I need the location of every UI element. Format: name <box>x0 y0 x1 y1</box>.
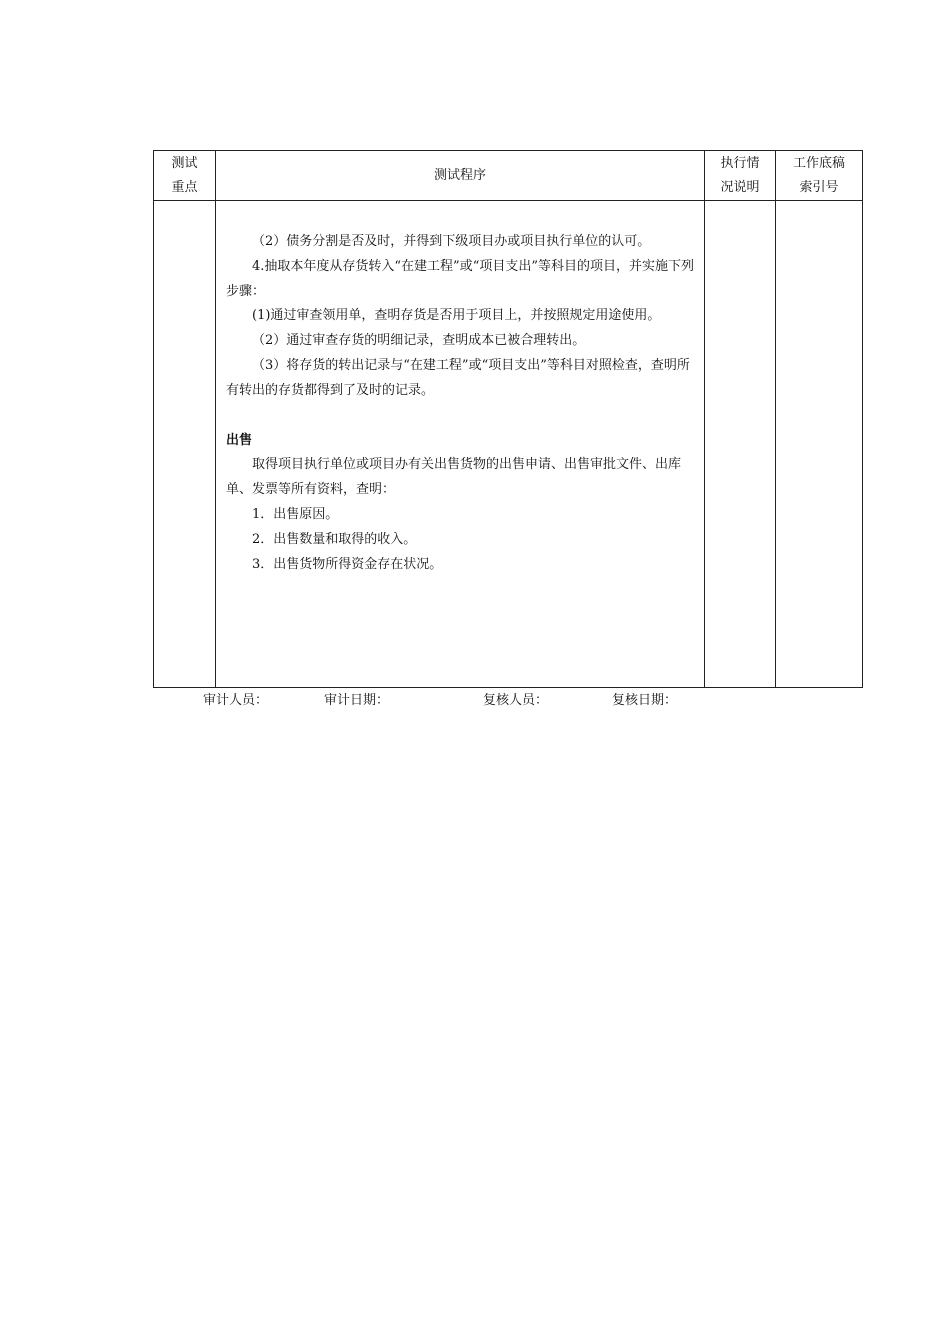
review-date-label: 复核日期： <box>612 693 678 708</box>
execution-notes-cell <box>705 201 776 688</box>
procedure-paragraph: （3）将存货的转出记录与“在建工程”或“项目支出”等科目对照检查，查明所有转出的存货都得到了及时的记录。 <box>226 357 690 398</box>
table-body-row <box>154 201 863 688</box>
header-execution-notes <box>705 151 776 201</box>
reviewer-label: 复核人员： <box>483 693 549 708</box>
audit-date-label: 审计日期： <box>324 693 390 708</box>
procedure-paragraph: （2）债务分割是否及时，并得到下级项目办或项目执行单位的认可。 <box>252 234 651 249</box>
header-test-focus-line2: 重点 <box>171 179 198 195</box>
test-procedure-cell <box>216 201 705 688</box>
test-focus-cell <box>154 201 216 688</box>
header-execution-notes-line1: 执行情 <box>720 155 760 171</box>
header-test-procedure <box>216 151 705 201</box>
header-workpaper-index-line1: 工作底稿 <box>792 155 845 171</box>
procedure-paragraph: 4.抽取本年度从存货转入“在建工程”或“项目支出”等科目的项目，并实施下列步骤： <box>226 258 694 299</box>
header-workpaper-index-line2: 索引号 <box>799 179 839 195</box>
header-test-procedure-label: 测试程序 <box>433 167 486 183</box>
procedure-paragraph: 取得项目执行单位或项目办有关出售货物的出售申请、出售审批文件、出库单、发票等所有资料，查明： <box>226 457 682 498</box>
header-test-focus-line1: 测试 <box>171 155 198 171</box>
signature-footer <box>0 691 950 711</box>
procedure-paragraph: (1)通过审查领用单，查明存货是否用于项目上，并按照规定用途使用。 <box>252 308 661 324</box>
paragraph-spacer <box>226 404 696 429</box>
header-test-focus <box>154 151 216 201</box>
procedure-paragraph: （2）通过审查存货的明细记录，查明成本已被合理转出。 <box>252 333 586 349</box>
auditor-label: 审计人员： <box>203 693 269 708</box>
table-header-row <box>154 151 863 201</box>
header-workpaper-index <box>776 151 863 201</box>
list-item: 3．出售货物所得资金存在状况。 <box>252 556 443 572</box>
list-item: 1．出售原因。 <box>252 506 339 522</box>
audit-procedure-table <box>153 150 863 688</box>
workpaper-index-cell <box>776 201 863 688</box>
procedure-text <box>216 201 704 577</box>
header-execution-notes-line2: 况说明 <box>720 179 760 195</box>
section-title: 出售 <box>226 432 253 448</box>
list-item: 2．出售数量和取得的收入。 <box>252 531 417 547</box>
